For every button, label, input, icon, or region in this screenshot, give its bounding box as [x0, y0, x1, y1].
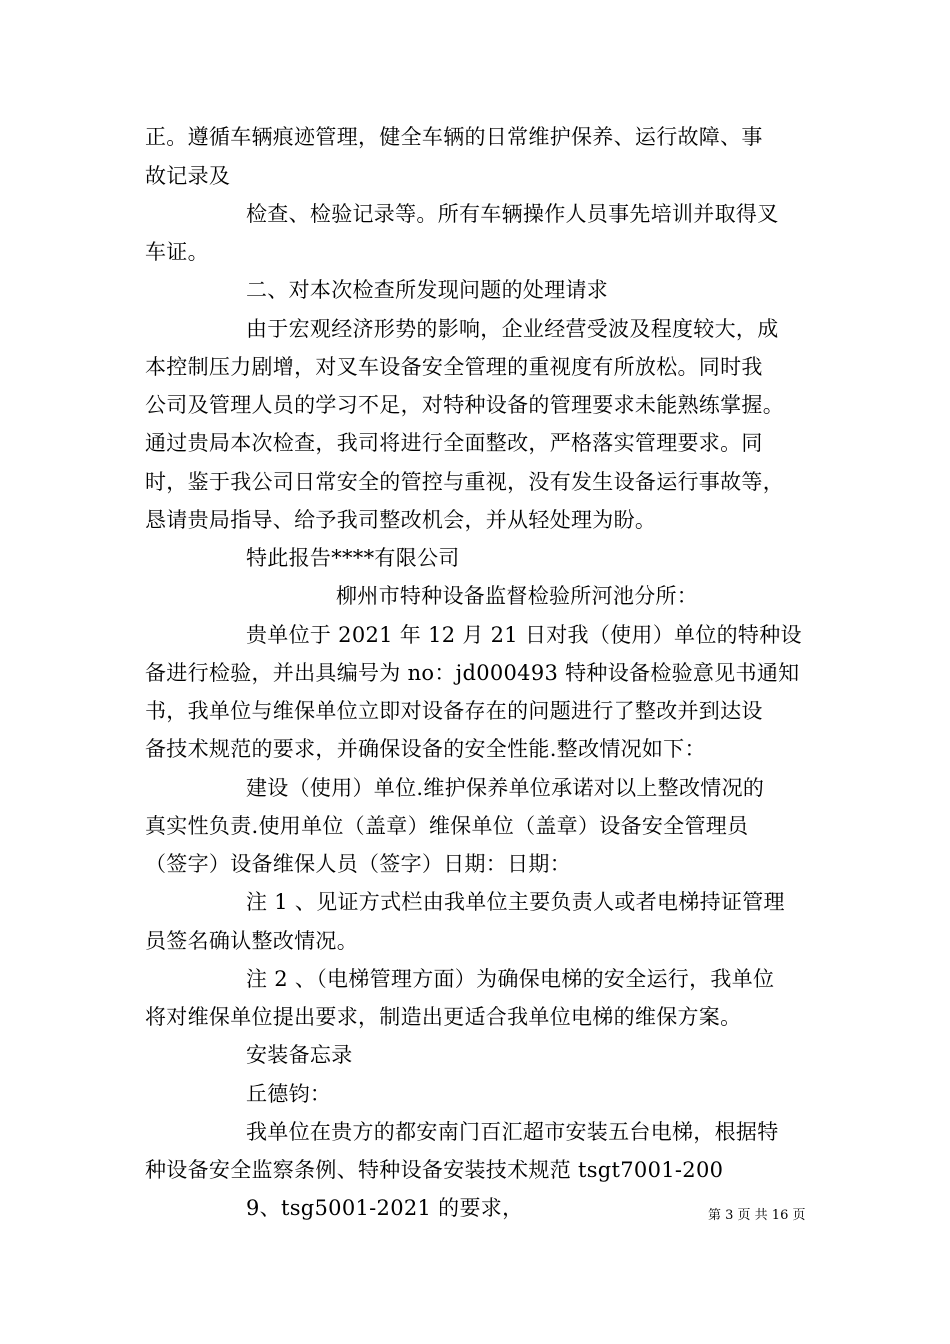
note-line: 注 1 、见证方式栏由我单位主要负责人或者电梯持证管理 — [246, 890, 785, 914]
body-line: 特此报告****有限公司 — [246, 546, 460, 570]
body-line: 9、tsg5001-2021 的要求， — [246, 1196, 524, 1220]
body-line: 通过贵局本次检查，我司将进行全面整改，严格落实管理要求。同 — [145, 431, 763, 455]
section-heading: 安装备忘录 — [246, 1043, 353, 1067]
body-line: 车证。 — [145, 240, 209, 264]
addressee-line: 柳州市特种设备监督检验所河池分所： — [336, 584, 699, 608]
body-line: 本控制压力剧增，对叉车设备安全管理的重视度有所放松。同时我 — [145, 355, 763, 379]
body-line: 我单位在贵方的都安南门百汇超市安装五台电梯，根据特 — [246, 1120, 779, 1144]
note-line: 将对维保单位提出要求，制造出更适合我单位电梯的维保方案。 — [145, 1005, 742, 1029]
body-line: 公司及管理人员的学习不足，对特种设备的管理要求未能熟练掌握。 — [145, 393, 784, 417]
salutation-line: 丘德钧： — [246, 1082, 332, 1106]
body-line: 真实性负责.使用单位（盖章）维保单位（盖章）设备安全管理员 — [145, 814, 749, 838]
body-line: 由于宏观经济形势的影响，企业经营受波及程度较大，成 — [246, 317, 779, 341]
body-line: 时，鉴于我公司日常安全的管控与重视，没有发生设备运行事故等， — [145, 470, 784, 494]
body-line: 检查、检验记录等。所有车辆操作人员事先培训并取得叉 — [246, 202, 779, 226]
note-line: 注 2 、（电梯管理方面）为确保电梯的安全运行，我单位 — [246, 967, 775, 991]
body-line: （签字）设备维保人员（签字）日期：日期： — [145, 852, 571, 876]
body-line: 书，我单位与维保单位立即对设备存在的问题进行了整改并到达设 — [145, 699, 763, 723]
body-line: 建设（使用）单位.维护保养单位承诺对以上整改情况的 — [246, 776, 765, 800]
body-line: 贵单位于 2021 年 12 月 21 日对我（使用）单位的特种设 — [246, 623, 802, 647]
body-line: 正。遵循车辆痕迹管理，健全车辆的日常维护保养、运行故障、事 — [145, 125, 763, 149]
body-line: 备技术规范的要求，并确保设备的安全性能.整改情况如下： — [145, 737, 706, 761]
page-number-footer: 第 3 页 共 16 页 — [708, 1208, 806, 1223]
body-line: 种设备安全监察条例、特种设备安装技术规范 tsgt7001-200 — [145, 1158, 724, 1182]
body-line: 恳请贵局指导、给予我司整改机会，并从轻处理为盼。 — [145, 508, 657, 532]
body-line: 备进行检验，并出具编号为 no：jd000493 特种设备检验意见书通知 — [145, 661, 800, 685]
body-line: 故记录及 — [145, 164, 231, 188]
note-line: 员签名确认整改情况。 — [145, 929, 358, 953]
section-heading: 二、对本次检查所发现问题的处理请求 — [246, 278, 609, 302]
